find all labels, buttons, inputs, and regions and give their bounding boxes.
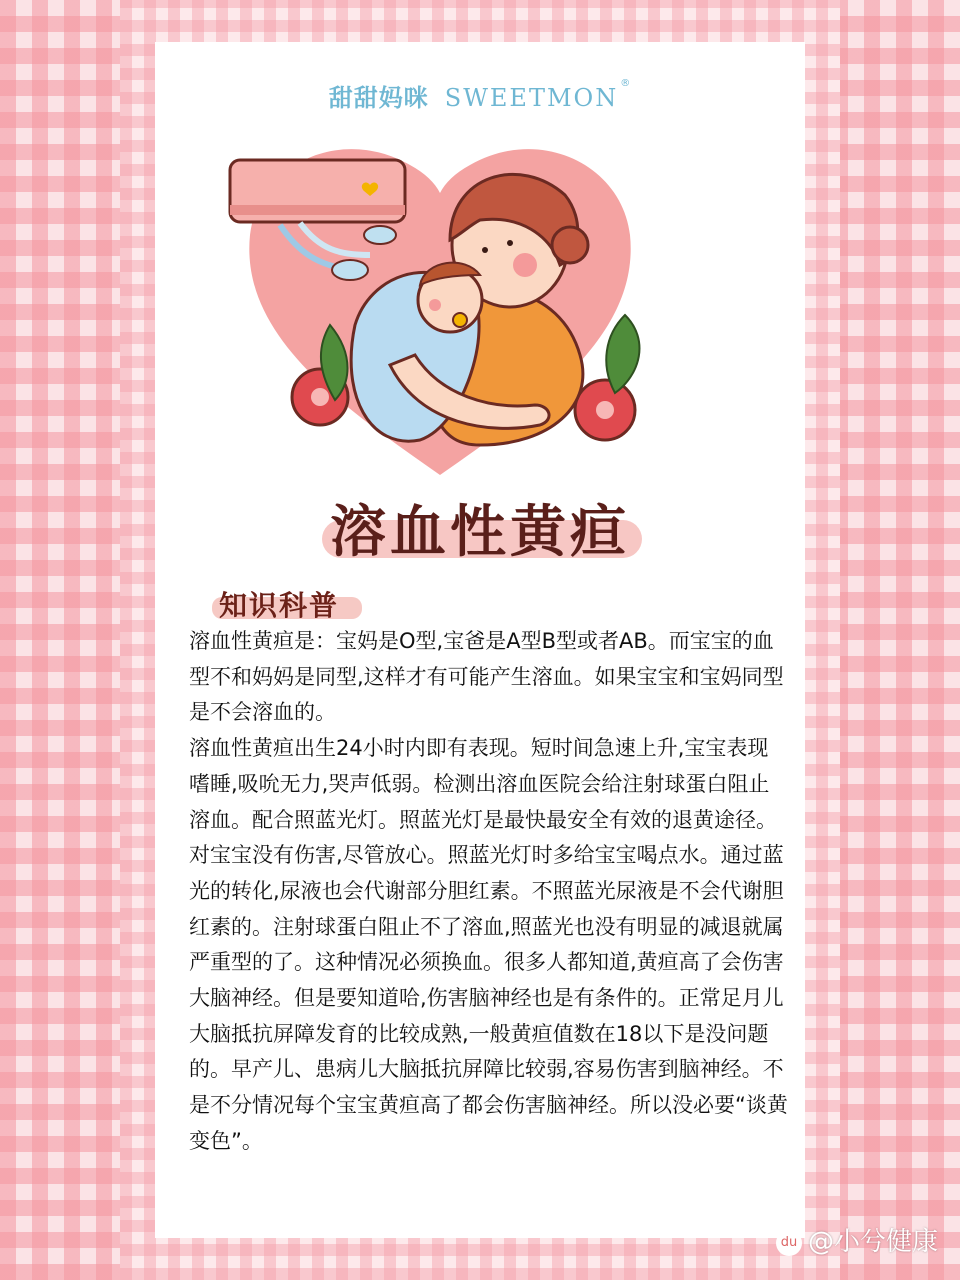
- brand-name-en: SWEETMON: [444, 84, 619, 112]
- paragraph: 溶血性黄疸出生24小时内即有表现。短时间急速上升,宝宝表现嗜睡,吸吮无力,哭声低弱。检测出溶血医院会给注射球蛋白阻止溶血。配合照蓝光灯。照蓝光灯是最快最安全有效的退黄途径。对宝宝没有伤害,尽管放心。照蓝光灯时多给宝宝喝点水。通过蓝光的转化,尿液也会代谢部分胆红素。不照蓝光尿液是不会代谢胆红素的。注射球蛋白阻止不了溶血,照蓝光也没有明显的减退就属严重型的了。这种情况必须换血。很多人都知道,黄疸高了会伤害大脑神经。但是要知道哈,伤害脑神经也是有条件的。正常足月儿大脑抵抗屏障发育的比较成熟,一般黄疸值数在18以下是没问题的。早产儿、患病儿大脑抵抗屏障比较弱,容易伤害到脑神经。不是不分情况每个宝宝黄疸高了都会伤害脑神经。所以没必要“谈黄变色”。: [189, 736, 788, 1153]
- mother-baby-illustration: [220, 125, 660, 495]
- brand-name-cn: 甜甜妈咪: [328, 84, 429, 112]
- paragraph: 溶血性黄疸是：宝妈是O型,宝爸是A型B型或者AB。而宝宝的血型不和妈妈是同型,这样才有可能产生溶血。如果宝宝和宝妈同型是不会溶血的。: [189, 629, 784, 725]
- paw-logo-icon: du: [776, 1230, 802, 1256]
- page-title: 溶血性黄疸: [330, 500, 630, 565]
- registered-mark: ®: [620, 78, 632, 89]
- article-body: [189, 624, 789, 1160]
- watermark-text: @小兮健康: [807, 1227, 938, 1257]
- section-title: 知识科普: [219, 589, 340, 622]
- brand-logo: [0, 78, 960, 113]
- title-container: [0, 488, 960, 568]
- watermark: [776, 1221, 938, 1258]
